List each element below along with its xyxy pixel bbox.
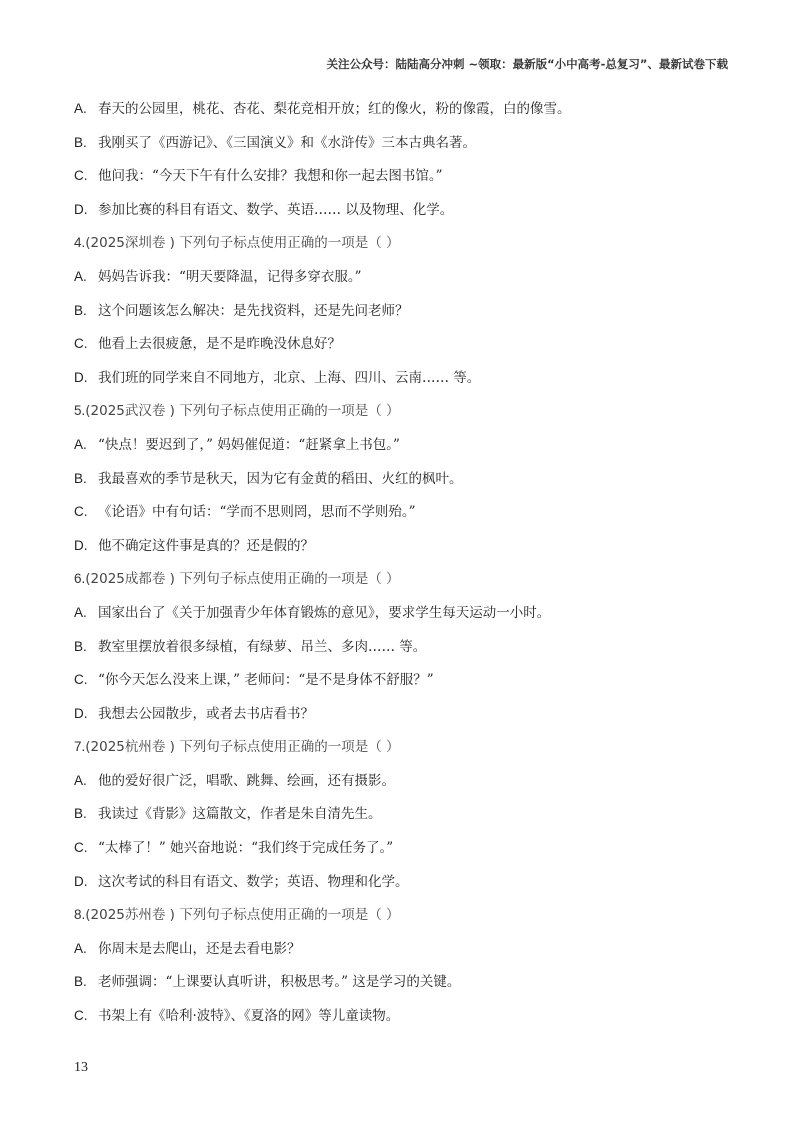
option-text: 我想去公园散步，或者去书店看书？ [98,705,314,722]
option-letter: A. [74,604,87,620]
option-letter: A. [74,268,87,284]
answer-option [74,92,754,126]
option-letter: C. [74,168,88,184]
question-text: (2025杭州卷 ) 下列句子标点使用正确的一项是（ ） [85,739,400,756]
option-letter: A. [74,772,87,788]
answer-option [74,462,754,496]
answer-option [74,260,754,294]
option-letter: A. [74,101,87,116]
option-letter: C. [74,336,88,352]
option-text: “太棒了！” 她兴奋地说：“我们终于完成任务了。” [98,840,394,857]
option-text: 国家出台了《关于加强青少年体育锻炼的意见》，要求学生每天运动一小时。 [98,604,551,621]
question-number: 8. [74,907,86,923]
option-text: 他看上去很疲惫，是不是昨晚没休息好？ [98,336,341,353]
option-text: 他的爱好很广泛，唱歌、跳舞、绘画，还有摄影。 [98,772,395,789]
question-number: 7. [74,739,86,755]
question-text: (2025成都卷 ) 下列句子标点使用正确的一项是（ ） [85,571,400,588]
question-text: (2025苏州卷 ) 下列句子标点使用正确的一项是（ ） [85,907,400,924]
answer-option [74,361,754,395]
answer-option [74,630,754,664]
option-letter: D. [74,705,88,721]
answer-option [74,865,754,899]
answer-option [74,294,754,328]
answer-option [74,529,754,563]
option-letter: B. [74,302,87,318]
answer-option [74,764,754,798]
question-stem [74,226,754,260]
option-text: 你周末是去爬山，还是去看电影？ [98,940,301,957]
question-text: (2025武汉卷 ) 下列句子标点使用正确的一项是（ ） [85,403,400,420]
question-stem [74,730,754,764]
option-text: “你今天怎么没来上课，” 老师问：“是不是身体不舒服？” [98,672,434,689]
question-number: 6. [74,571,86,587]
page-number: 13 [74,1060,88,1075]
answer-option [74,797,754,831]
option-text: 我刚买了《西游记》、《三国演义》和《水浒传》三本古典名著。 [98,134,476,151]
answer-option [74,596,754,630]
answer-option [74,428,754,462]
option-text: 《论语》中有句话：“学而不思则罔，思而不学则殆。” [98,504,416,521]
question-stem [74,898,754,932]
option-text: 春天的公园里，桃花、杏花、梨花竞相开放；红的像火，粉的像霞，白的像雪。 [98,101,571,117]
option-letter: C. [74,840,88,856]
answer-option [74,327,754,361]
option-letter: B. [74,638,87,654]
option-letter: D. [74,537,88,553]
question-stem [74,394,754,428]
question-list [74,92,754,1033]
option-letter: D. [74,201,88,217]
answer-option [74,999,754,1033]
option-letter: B. [74,470,87,486]
option-text: 老师强调：“上课要认真听讲，积极思考。” 这是学习的关键。 [98,974,461,991]
question-number: 5. [74,403,86,419]
question-stem [74,562,754,596]
option-letter: C. [74,504,88,520]
answer-option [74,697,754,731]
option-letter: C. [74,1008,88,1024]
answer-option [74,965,754,999]
option-letter: B. [74,134,87,150]
option-text: 妈妈告诉我：“明天要降温，记得多穿衣服。” [98,268,362,285]
answer-option [74,831,754,865]
option-text: 我读过《背影》这篇散文，作者是朱自清先生。 [98,806,382,823]
option-letter: B. [74,974,87,990]
question-number: 4. [74,235,86,251]
answer-option [74,193,754,227]
option-text: 这次考试的科目有语文、数学；英语、物理和化学。 [98,873,409,890]
answer-option [74,126,754,160]
option-letter: D. [74,369,88,385]
option-text: 这个问题该怎么解决：是先找资料，还是先问老师？ [98,302,409,319]
answer-option [74,495,754,529]
option-text: 书架上有《哈利·波特》、《夏洛的网》等儿童读物。 [98,1008,400,1025]
option-text: 我们班的同学来自不同地方，北京、上海、四川、云南…… 等。 [98,369,481,386]
option-letter: C. [74,672,88,688]
option-letter: D. [74,873,88,889]
option-text: 他不确定这件事是真的？还是假的？ [98,537,314,554]
option-text: “快点！要迟到了，” 妈妈催促道：“赶紧拿上书包。” [98,436,400,453]
option-text: 教室里摆放着很多绿植，有绿萝、吊兰、多肉…… 等。 [98,638,427,655]
answer-option [74,932,754,966]
page-header-banner: 关注公众号：陆陆高分冲刺 ~领取：最新版“小中高考-总复习”、最新试卷下载 [326,57,728,71]
question-text: (2025深圳卷 ) 下列句子标点使用正确的一项是（ ） [85,235,400,252]
option-text: 他问我：“今天下午有什么安排？我想和你一起去图书馆。” [98,168,443,185]
option-letter: A. [74,436,87,452]
option-text: 参加比赛的科目有语文、数学、英语…… 以及物理、化学。 [98,201,454,218]
option-letter: B. [74,806,87,822]
answer-option [74,159,754,193]
option-text: 我最喜欢的季节是秋天，因为它有金黄的稻田、火红的枫叶。 [98,470,463,487]
option-letter: A. [74,940,87,956]
answer-option [74,663,754,697]
